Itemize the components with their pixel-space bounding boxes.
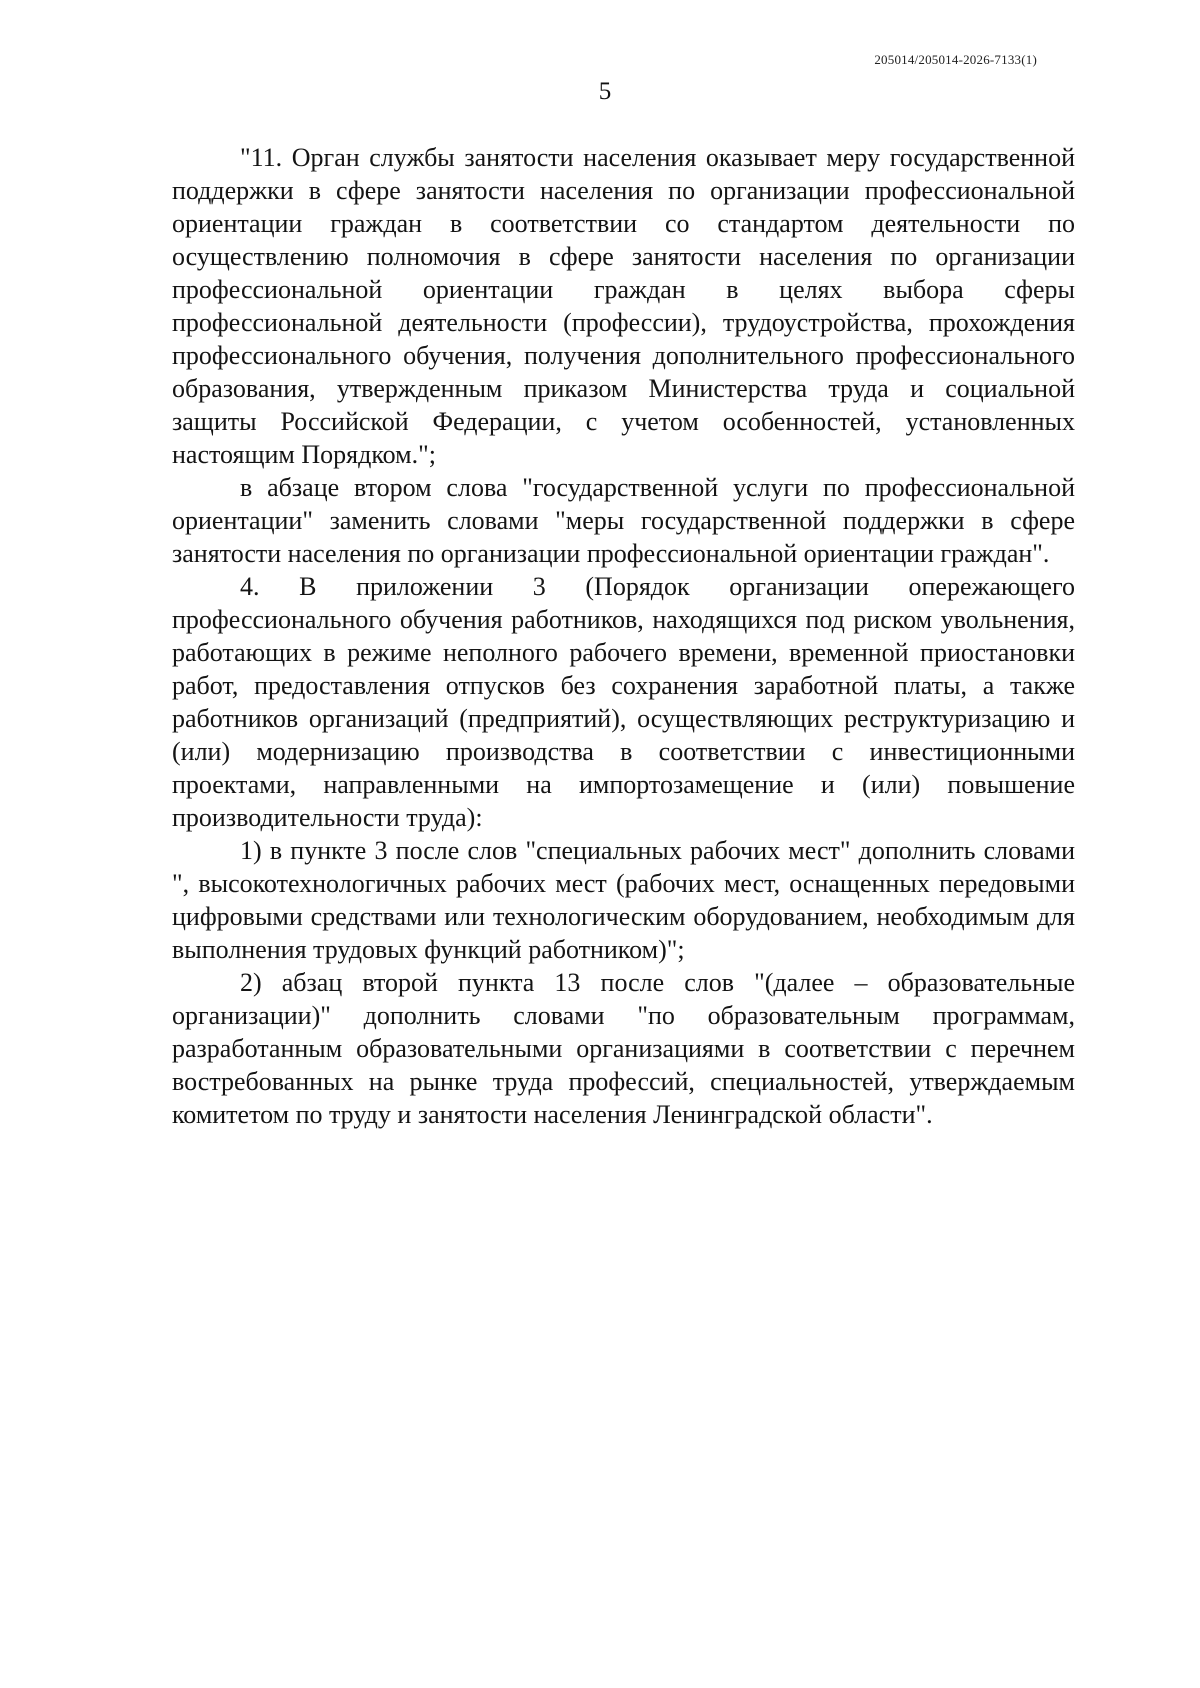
paragraph-item-4-appendix-3: 4. В приложении 3 (Порядок организации опережающего профессионального обучения работников, находящихся под риском увольнения, работающих в режиме неполного рабочего времени, временной приостановки работ, предоставления отпусков без сохранения заработной платы, а также работников организаций (предприятий), осуществляющих реструктуризацию и (или) модернизацию производства в соответствии с инвестиционными проектами, направленными на импортозамещение и (или) повышение производительности труда): (172, 572, 1075, 832)
paragraph-item-11: "11. Орган службы занятости населения оказывает меру государственной поддержки в сфере занятости населения по организации профессиональной ориентации граждан в соответствии со стандартом деятельности по осуществлению полномочия в сфере занятости населения по организации профессиональной ориентации граждан в целях выбора сферы профессиональной деятельности (профессии), трудоустройства, прохождения профессионального обучения, получения дополнительного профессионального образования, утвержденным приказом Министерства труда и социальной защиты Российской Федерации, с учетом особенностей, установленных настоящим Порядком."; (172, 143, 1075, 469)
paragraph-subitem-2: 2) абзац второй пункта 13 после слов "(далее – образовательные организации)" дополнить словами "по образовательным программам, разработанным образовательными организациями в соответствии с перечнем востребованных на рынке труда профессий, специальностей, утверждаемым комитетом по труду и занятости населения Ленинградской области". (172, 968, 1075, 1129)
document-registration-code: 205014/205014-2026-7133(1) (874, 52, 1037, 67)
page-number: 5 (598, 78, 612, 105)
paragraph-subitem-1: 1) в пункте 3 после слов "специальных рабочих мест" дополнить словами ", высокотехнологичных рабочих мест (рабочих мест, оснащенных передовыми цифровыми средствами или технологическим оборудованием, необходимым для выполнения трудовых функций работником)"; (172, 836, 1075, 964)
paragraph-second-abzac-amendment: в абзаце втором слова "государственной услуги по профессиональной ориентации" заменить словами "меры государственной поддержки в сфере занятости населения по организации профессиональной ориентации граждан". (172, 473, 1075, 568)
document-body (172, 141, 1075, 1131)
